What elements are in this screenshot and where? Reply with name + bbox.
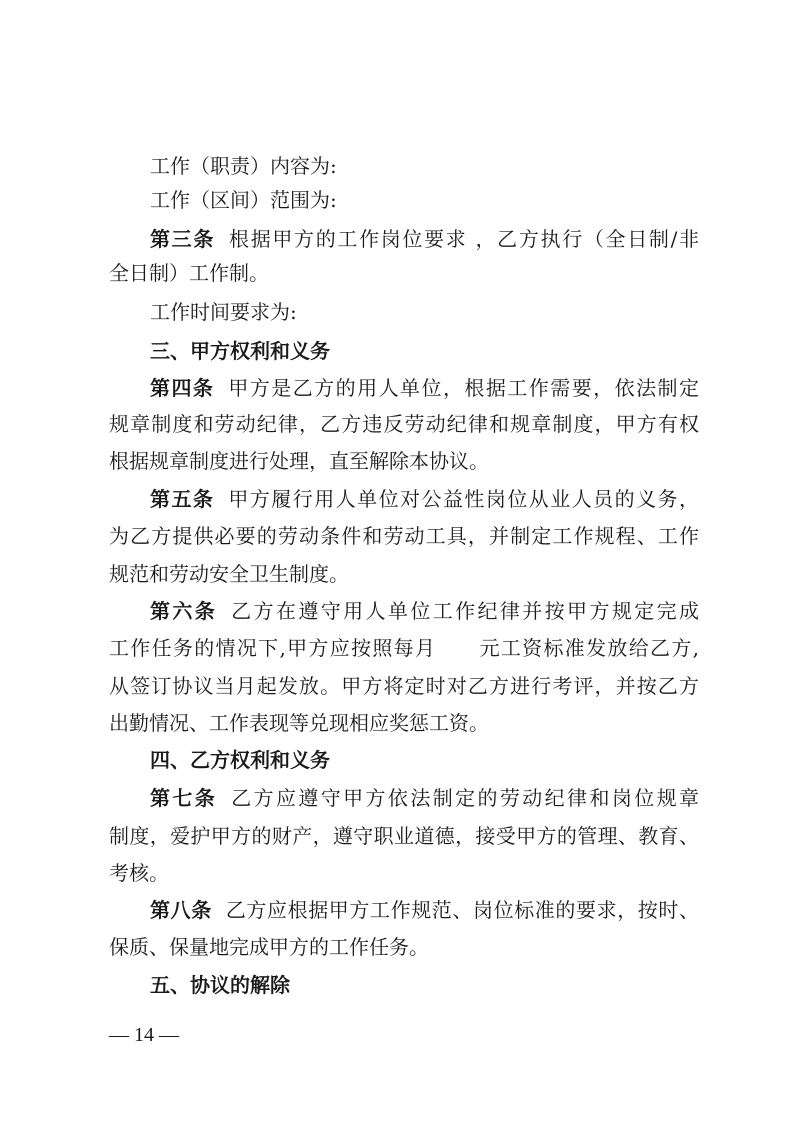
body-line: 规章制度和劳动纪律，乙方违反劳动纪律和规章制度，甲方有权 — [109, 412, 699, 436]
body-text: 工作任务的情况下,甲方应按照每月 — [109, 636, 437, 660]
section-heading: 三、甲方权利和义务 — [150, 339, 330, 363]
article-label: 第四条 — [150, 376, 215, 400]
body-line: 为乙方提供必要的劳动条件和劳动工具，并制定工作规程、工作 — [109, 524, 699, 548]
article-8 — [150, 900, 699, 920]
page-number: — 14 — — [109, 1024, 179, 1046]
article-text: 乙方应遵守甲方依法制定的劳动纪律和岗位规章 — [231, 786, 700, 810]
body-line: 从签订协议当月起发放。甲方将定时对乙方进行考评，并按乙方 — [109, 674, 699, 698]
body-line: 根据规章制度进行处理，直至解除本协议。 — [109, 449, 489, 473]
body-line: 出勤情况、工作表现等兑现相应奖惩工资。 — [109, 711, 489, 735]
body-line: 工作（职责）内容为: — [150, 154, 337, 178]
article-label: 第三条 — [150, 227, 216, 251]
section-heading: 四、乙方权利和义务 — [150, 748, 330, 772]
article-6 — [150, 601, 699, 621]
body-line-with-blank — [109, 638, 699, 658]
article-label: 第八条 — [150, 898, 212, 922]
article-text: 甲方是乙方的用人单位，根据工作需要，依法制定 — [228, 376, 699, 400]
article-text: 根据甲方的工作岗位要求 ，乙方执行（全日制/非 — [229, 227, 699, 251]
body-line: 保质、保量地完成甲方的工作任务。 — [109, 935, 429, 959]
body-text: 元工资标准发放给乙方, — [478, 636, 699, 660]
body-line: 规范和劳动安全卫生制度。 — [109, 562, 349, 586]
body-line: 全日制）工作制。 — [109, 261, 269, 285]
article-text: 乙方在遵守用人单位工作纪律并按甲方规定完成 — [231, 599, 700, 623]
article-label: 第五条 — [150, 487, 215, 511]
article-label: 第六条 — [150, 599, 218, 623]
article-3 — [150, 229, 699, 249]
article-7 — [150, 788, 699, 808]
article-label: 第七条 — [150, 786, 218, 810]
section-heading: 五、协议的解除 — [150, 973, 290, 997]
article-4 — [150, 378, 699, 398]
article-text: 甲方履行用人单位对公益性岗位从业人员的义务， — [228, 487, 699, 511]
body-line: 考核。 — [109, 861, 169, 885]
body-line: 制度，爱护甲方的财产，遵守职业道德，接受甲方的管理、教育、 — [109, 824, 699, 848]
article-5 — [150, 489, 699, 509]
body-line: 工作（区间）范围为: — [150, 188, 337, 212]
body-line: 工作时间要求为: — [150, 300, 297, 324]
article-text: 乙方应根据甲方工作规范、岗位标准的要求，按时、 — [225, 898, 700, 922]
